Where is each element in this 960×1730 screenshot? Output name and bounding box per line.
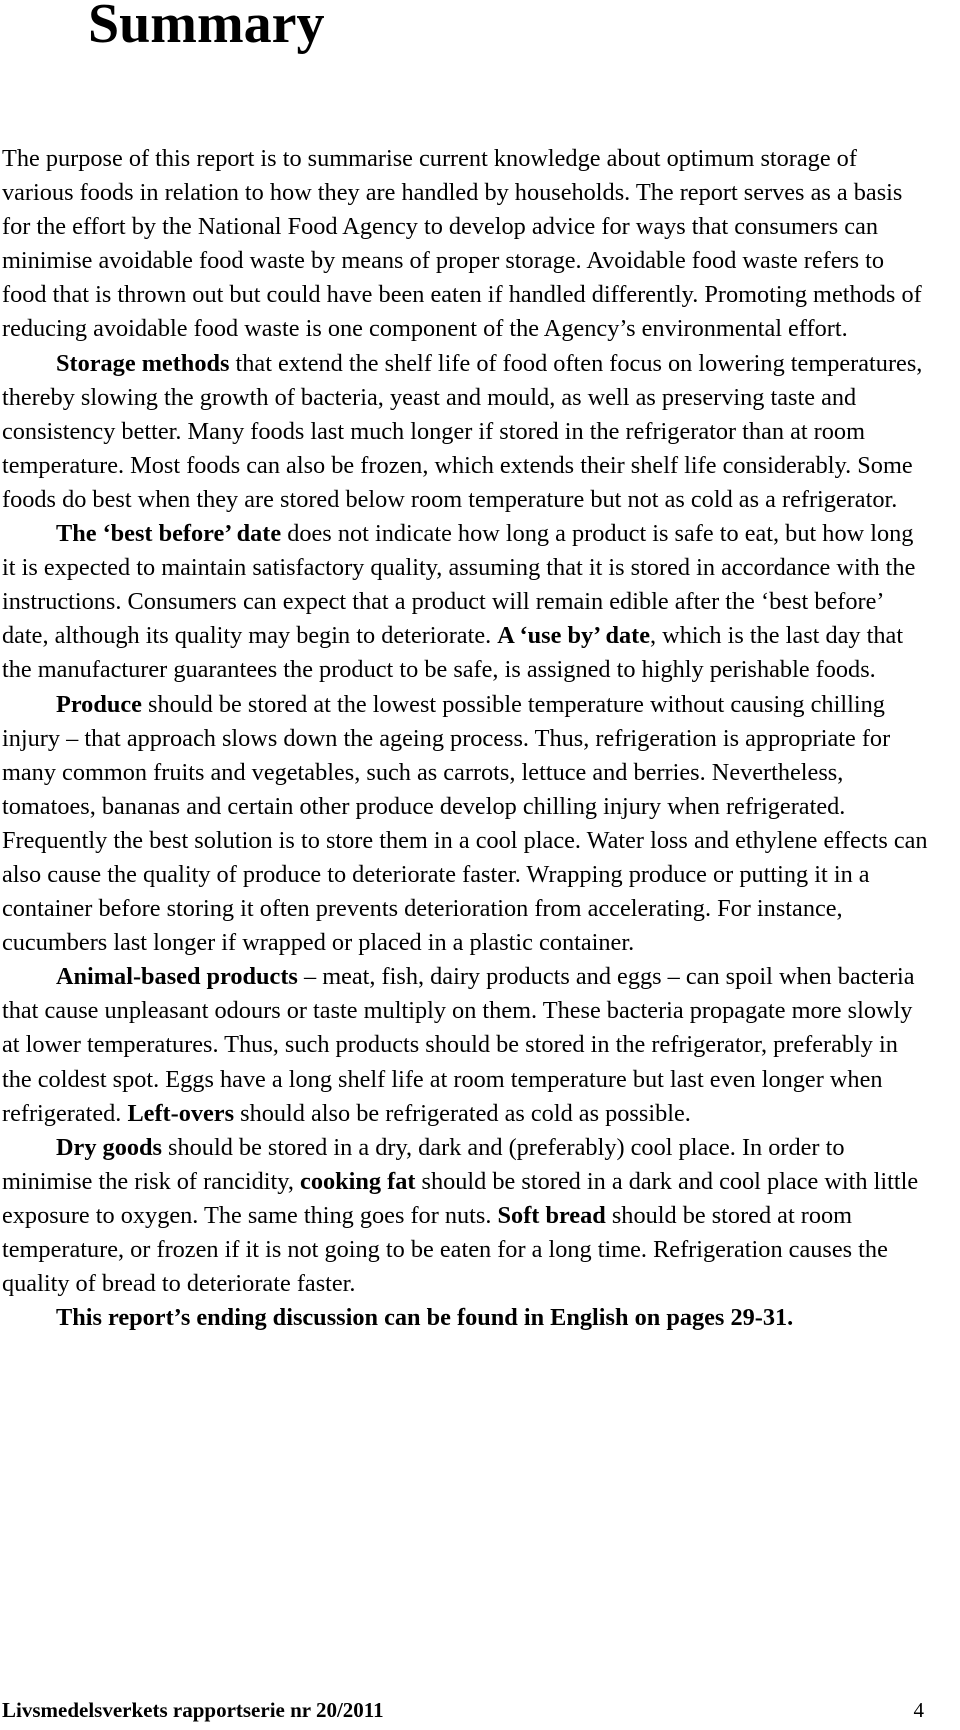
bold-term: Soft bread (497, 1201, 606, 1229)
bold-term: Left-overs (127, 1099, 235, 1127)
page-number: 4 (913, 1698, 924, 1722)
bold-term: This report’s ending discussion can be found in English on pages 29-31. (56, 1304, 794, 1332)
bold-term: Produce (56, 690, 142, 718)
summary-body (2, 142, 932, 1335)
bold-term: Animal-based products (56, 963, 298, 991)
page-title: Summary (88, 0, 325, 55)
paragraph (2, 1301, 932, 1335)
bold-term: Storage methods (56, 349, 230, 377)
bold-term: Dry goods (56, 1133, 162, 1161)
paragraph-text: , which is the last day that the manufacturer guarantees the product to be safe, is assigned to highly perishable foods. (2, 622, 904, 684)
bold-term: cooking fat (300, 1167, 416, 1195)
paragraph (2, 142, 932, 347)
bold-term: A ‘use by’ date (497, 622, 651, 650)
paragraph (2, 1131, 932, 1301)
paragraph (2, 347, 932, 517)
paragraph-text: – meat, fish, dairy products and eggs – can spoil when bacteria that cause unpleasant odours or taste multiply on them. These bacteria propagate more slowly at lower temperatures. Thus, such products should be stored in the refrigerator, preferably in the coldest spot. Eggs have a long shelf life at room temperature but last even longer when refrigerated. (2, 963, 915, 1127)
paragraph-text: does not indicate how long a product is safe to eat, but how long it is expected to maintain satisfactory quality, assuming that it is stored in accordance with the instructions. Consumers can expect that a product will remain edible after the ‘best before’ date, although its quality may begin to deteriorate. (2, 520, 916, 650)
paragraph-text: The purpose of this report is to summarise current knowledge about optimum storage of various foods in relation to how they are handled by households. The report serves as a basis for the effort by the National Food Agency to develop advice for ways that consumers can minimise avoidable food waste by means of proper storage. Avoidable food waste refers to food that is thrown out but could have been eaten if handled differently. Promoting methods of reducing avoidable food waste is one component of the Agency’s environmental effort. (2, 145, 922, 343)
paragraph-text: should be stored at the lowest possible temperature without causing chilling injury – that approach slows down the ageing process. Thus, refrigeration is appropriate for many common fruits and vegetables, such as carrots, lettuce and berries. Nevertheless, tomatoes, bananas and certain other produce develop chilling injury when refrigerated. Frequently the best solution is to store them in a cool place. Water loss and ethylene effects can also cause the quality of produce to deteriorate faster. Wrapping produce or putting it in a container before storing it often prevents deterioration from accelerating. For instance, cucumbers last longer if wrapped or placed in a plastic container. (2, 690, 928, 957)
paragraph-text: should be stored at room temperature, or frozen if it is not going to be eaten for a long time. Refrigeration causes the quality of bread to deteriorate faster. (2, 1201, 888, 1298)
paragraph-text: should be stored in a dry, dark and (preferably) cool place. In order to minimise the risk of rancidity, (2, 1133, 845, 1195)
paragraph-text: should be stored in a dark and cool place with little exposure to oxygen. The same thing goes for nuts. (2, 1167, 919, 1229)
report-series-label: Livsmedelsverkets rapportserie nr 20/2011 (2, 1698, 384, 1722)
paragraph-text: that extend the shelf life of food often focus on lowering temperatures, thereby slowing the growth of bacteria, yeast and mould, as well as preserving taste and consistency better. Many foods last much longer if stored in the refrigerator than at room temperature. Most foods can also be frozen, which extends their shelf life considerably. Some foods do best when they are stored below room temperature but not as cold as a refrigerator. (2, 349, 923, 513)
paragraph-text: should also be refrigerated as cold as possible. (234, 1099, 691, 1127)
paragraph (2, 688, 932, 961)
bold-term: The ‘best before’ date (56, 520, 282, 548)
paragraph (2, 960, 932, 1130)
paragraph (2, 517, 932, 687)
